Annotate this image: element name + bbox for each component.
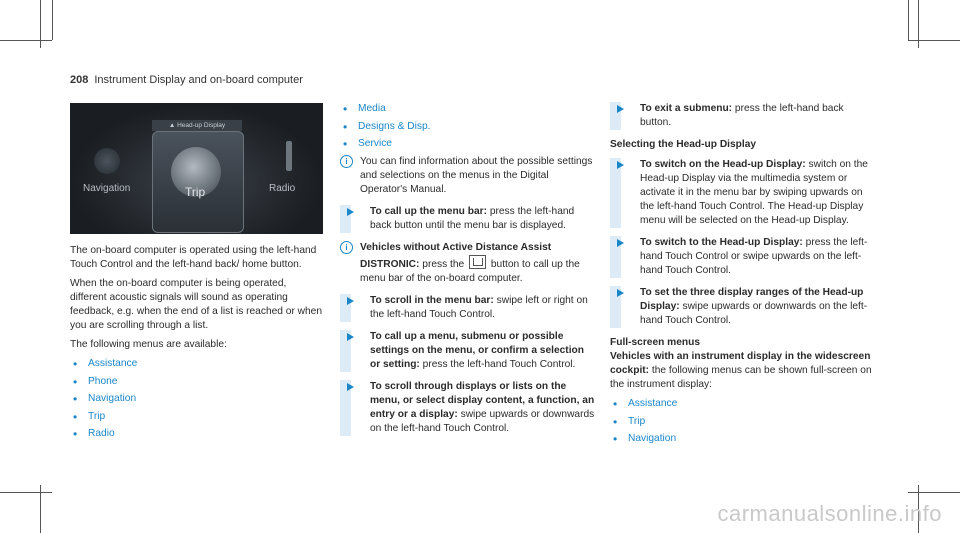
crop-mark [0, 492, 52, 493]
crop-mark [908, 0, 909, 40]
menu-top-label: ▲ Head-up Display [152, 120, 242, 131]
navigation-icon [94, 148, 120, 174]
column-3 [610, 102, 872, 450]
step-title: To switch to the Head-up Display: [640, 237, 803, 248]
trip-label: Trip [185, 185, 206, 199]
step-title: To exit a submenu: [640, 103, 733, 114]
step-arrow-icon [617, 105, 624, 113]
menu-link-radio[interactable]: • Radio [70, 427, 325, 441]
step-arrow-icon [347, 208, 354, 216]
paragraph: The on-board computer is operated using the left-hand Touch Control and the left-hand back/ home button. [70, 245, 317, 270]
page-header [70, 74, 303, 86]
menu-link-trip[interactable]: • Trip [70, 410, 325, 424]
note-text: press the [422, 259, 465, 270]
step-arrow-icon [347, 383, 354, 391]
step-title: To call up the menu bar: [370, 206, 487, 217]
home-button-icon [469, 255, 486, 269]
crop-mark [908, 40, 960, 41]
paragraph: The following menus are available: [70, 339, 227, 350]
note-text: You can find information about the possible settings and selections on the menus in the Digital Operator's Manual. [360, 156, 593, 195]
paragraph [610, 350, 872, 392]
paragraph-bold: Vehicles with an instrument display in the widescreen cockpit: [610, 351, 871, 376]
step-text: press the left-hand Touch Control or swipe upwards on the left-hand Touch Control. [640, 237, 868, 276]
menu-list [610, 397, 872, 446]
step-arrow-icon [617, 239, 624, 247]
step [610, 102, 872, 130]
head-up-display-screenshot [70, 103, 323, 234]
step-arrow-icon [347, 333, 354, 341]
step-arrow-icon [617, 289, 624, 297]
step [340, 330, 596, 372]
menu-top-label-text: Head-up Display [177, 122, 226, 129]
menu-list [340, 102, 596, 151]
step-text: press the left-hand back button until the menu bar is displayed. [370, 206, 575, 231]
navigation-label: Navigation [83, 183, 131, 194]
crop-mark [908, 492, 960, 493]
step-title: To switch on the Head-up Display: [640, 159, 806, 170]
menu-link-service[interactable]: • Service [340, 137, 596, 151]
menu-list [70, 357, 325, 441]
step-text: swipe left or right on the left-hand Touch Control. [370, 295, 588, 320]
crop-mark [52, 0, 53, 40]
menu-link-navigation[interactable]: • Navigation [70, 392, 325, 406]
step [610, 286, 872, 328]
menu-link-assistance[interactable]: • Assistance [610, 397, 872, 411]
step-arrow-icon [347, 297, 354, 305]
step [610, 236, 872, 278]
step-title: To call up a menu, submenu or possible settings on the menu, or confirm a selection or setting: [370, 331, 584, 370]
column-1 [70, 244, 325, 445]
menu-link-assistance[interactable]: • Assistance [70, 357, 325, 371]
menu-link-navigation[interactable]: • Navigation [610, 432, 872, 446]
step [340, 205, 596, 233]
step [340, 294, 596, 322]
watermark: carmanualsonline.info [717, 501, 942, 526]
step [340, 380, 596, 436]
note-title: Vehicles without Active Distance Assist DISTRONIC: [360, 242, 552, 270]
page-number: 208 [70, 74, 89, 86]
menu-link-designs[interactable]: • Designs & Disp. [340, 120, 596, 134]
info-icon: i [340, 241, 353, 254]
radio-antenna-icon [286, 141, 292, 171]
step-text: press the left-hand back button. [640, 103, 844, 128]
step-text: swipe upwards or downwards on the left-hand Touch Control. [640, 301, 868, 326]
menu-link-trip[interactable]: • Trip [610, 415, 872, 429]
info-icon: i [340, 155, 353, 168]
paragraph-text: the following menus can be shown full-screen on the instrument display: [610, 365, 872, 390]
page-title: Instrument Display and on-board computer [94, 74, 303, 86]
section-heading: Selecting the Head-up Display [610, 139, 757, 150]
info-note [340, 241, 596, 286]
column-2 [340, 102, 596, 444]
crop-mark [0, 40, 52, 41]
paragraph: When the on-board computer is being operated, different acoustic signals will sound as operating feedback, e.g. when the end of a list is reached or when you are scrolling through a list. [70, 278, 323, 331]
step-title: To scroll through displays or lists on the menu, or select display content, a function, an entry or a display: [370, 381, 595, 420]
step-title: To set the three display ranges of the Head-up Display: [640, 287, 864, 312]
step [610, 158, 872, 228]
menu-link-phone[interactable]: • Phone [70, 375, 325, 389]
radio-label: Radio [269, 183, 296, 194]
step-text: press the left-hand Touch Control. [422, 359, 576, 370]
section-heading: Full-screen menus [610, 337, 701, 348]
step-title: To scroll in the menu bar: [370, 295, 494, 306]
step-arrow-icon [617, 161, 624, 169]
note-text: button to call up the menu bar of the on-board computer. [360, 259, 580, 284]
step-text: switch on the Head-up Display via the multimedia system or activate it in the menu bar by swiping upwards on the left-hand Touch Control. The Head-up Display menu will be selected on the Head-up Display. [640, 159, 868, 226]
menu-link-media[interactable]: • Media [340, 102, 596, 116]
step-text: swipe upwards or downwards on the left-hand Touch Control. [370, 409, 595, 434]
info-note [340, 155, 596, 197]
